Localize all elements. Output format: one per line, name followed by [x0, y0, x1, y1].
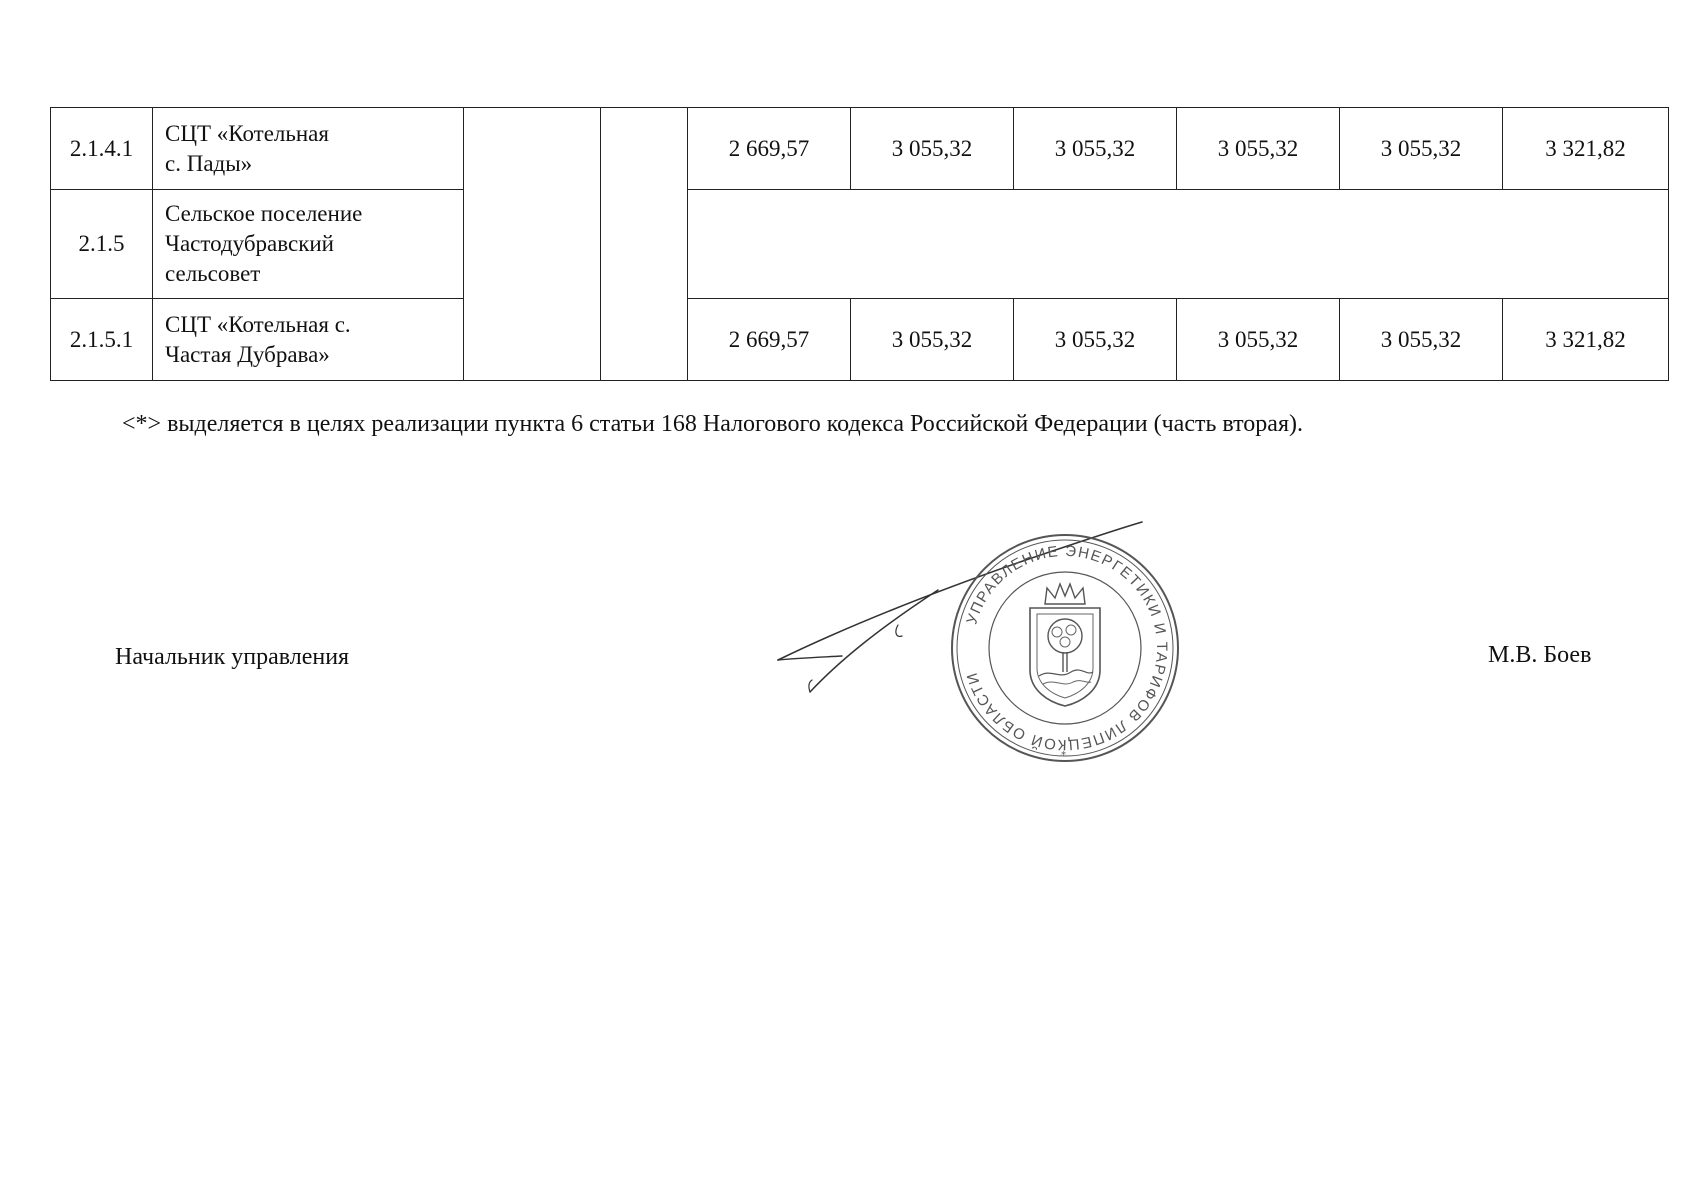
tariff-value: 3 055,32: [1014, 108, 1177, 190]
table-row: [51, 190, 1669, 299]
name-line: с. Пады»: [165, 150, 253, 176]
tariff-value: 3 055,32: [1340, 299, 1503, 381]
tariff-value: 3 321,82: [1503, 108, 1669, 190]
row-name: [153, 190, 464, 299]
tariff-value: 3 055,32: [851, 108, 1014, 190]
signatory-name: М.В. Боев: [1488, 642, 1592, 668]
name-line: Частая Дубрава»: [165, 341, 330, 367]
tariff-value: 2 669,57: [688, 299, 851, 381]
name-line: СЦТ «Котельная: [165, 120, 329, 146]
tariff-table: [50, 107, 1669, 381]
row-name: [153, 108, 464, 190]
name-line: Сельское поселение: [165, 201, 363, 226]
tariff-value: 3 055,32: [1014, 299, 1177, 381]
tariff-value: 3 321,82: [1503, 299, 1669, 381]
name-line: СЦТ «Котельная с.: [165, 311, 351, 337]
row-number: 2.1.5: [51, 190, 153, 299]
svg-text:УПРАВЛЕНИЕ ЭНЕРГЕТИКИ И ТАРИФО: УПРАВЛЕНИЕ ЭНЕРГЕТИКИ И ТАРИФОВ ЛИПЕЦКОЙ ОБЛАСТИ: [963, 542, 1171, 754]
empty-merged-cell: [688, 190, 1669, 299]
footnote: <*> выделяется в целях реализации пункта 6 статьи 168 Налогового кодекса Российской Федерации (часть вторая).: [122, 411, 1303, 437]
row-name: [153, 299, 464, 381]
empty-merged-cell: [601, 108, 688, 381]
table-row: [51, 299, 1669, 381]
official-seal: [947, 530, 1183, 766]
tariff-value: 3 055,32: [851, 299, 1014, 381]
signatory-title: Начальник управления: [115, 644, 350, 670]
tariff-value: 2 669,57: [688, 108, 851, 190]
row-number: 2.1.4.1: [51, 108, 153, 190]
tariff-value: 3 055,32: [1177, 108, 1340, 190]
name-line: Частодубравский: [165, 231, 334, 256]
row-number: 2.1.5.1: [51, 299, 153, 381]
tariff-value: 3 055,32: [1177, 299, 1340, 381]
seal-star-icon: *: [1061, 750, 1066, 761]
tariff-value: 3 055,32: [1340, 108, 1503, 190]
empty-merged-cell: [464, 108, 601, 381]
name-line: сельсовет: [165, 261, 261, 286]
table-row: [51, 108, 1669, 190]
coat-of-arms-icon: [1030, 584, 1100, 706]
